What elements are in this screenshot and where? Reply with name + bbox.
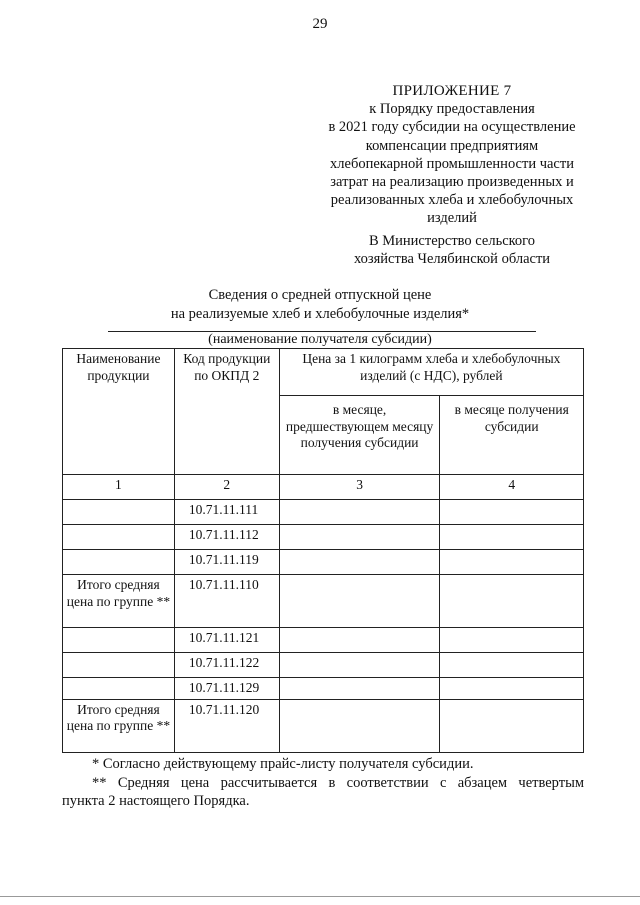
recipient-caption: (наименование получателя субсидии) [208, 332, 432, 347]
cell-product-code: 10.71.11.112 [174, 525, 279, 550]
column-number: 1 [63, 475, 175, 500]
cell-product-name [63, 628, 175, 653]
table-row [63, 699, 584, 752]
table-row [63, 550, 584, 575]
cell-price-current [440, 628, 584, 653]
appendix-title: ПРИЛОЖЕНИЕ 7 [392, 83, 512, 99]
table-row [63, 678, 584, 700]
cell-product-code: 10.71.11.120 [174, 699, 279, 752]
cell-price-previous [279, 628, 440, 653]
cell-price-previous [279, 653, 440, 678]
cell-price-previous [279, 550, 440, 575]
cell-product-code: 10.71.11.111 [174, 500, 279, 525]
column-number: 3 [279, 475, 440, 500]
header-price-previous-month: в месяце, предшествующем месяцу получения субсидии [279, 396, 440, 475]
appendix-line: хлебопекарной промышленности части [330, 155, 574, 172]
cell-price-current [440, 550, 584, 575]
table-row [63, 653, 584, 678]
cell-price-previous [279, 575, 440, 628]
heading-line: на реализуемые хлеб и хлебобулочные изделия* [170, 305, 470, 322]
header-product-name: Наименование продукции [63, 349, 175, 475]
cell-price-current [440, 678, 584, 700]
page-bottom-rule [0, 896, 640, 897]
appendix-line: компенсации предприятиям [365, 137, 539, 154]
cell-product-code: 10.71.11.129 [174, 678, 279, 700]
cell-product-name [63, 678, 175, 700]
appendix-line: к Порядку предоставления [369, 101, 535, 118]
footnote-1: * Согласно действующему прайс-листу получателя субсидии. [92, 756, 474, 772]
cell-product-name: Итого средняя цена по группе ** [63, 575, 175, 628]
cell-price-previous [279, 525, 440, 550]
appendix-block [318, 82, 586, 228]
page-number: 29 [312, 16, 328, 32]
cell-product-name: Итого средняя цена по группе ** [63, 699, 175, 752]
table-header-row [63, 349, 584, 396]
cell-price-previous [279, 699, 440, 752]
addressee-line: В Министерство сельского [368, 233, 536, 249]
cell-price-current [440, 500, 584, 525]
cell-product-name [63, 500, 175, 525]
footnote-2: ** Средняя цена рассчитывается в соответствии с абзацем четвертым [92, 774, 584, 791]
cell-price-previous [279, 678, 440, 700]
cell-product-name [63, 653, 175, 678]
header-price-group: Цена за 1 килограмм хлеба и хлебобулочных изделий (с НДС), рублей [279, 349, 583, 396]
table-row [63, 628, 584, 653]
cell-price-current [440, 575, 584, 628]
price-table [62, 348, 584, 753]
cell-product-code: 10.71.11.121 [174, 628, 279, 653]
header-product-code: Код продукции по ОКПД 2 [174, 349, 279, 475]
appendix-line: в 2021 году субсидии на осуществление [328, 119, 576, 136]
appendix-line: реализованных хлеба и хлебобулочных [330, 192, 574, 209]
addressee-line: хозяйства Челябинской области [353, 251, 551, 268]
cell-product-name [63, 550, 175, 575]
table-row [63, 525, 584, 550]
cell-price-current [440, 525, 584, 550]
appendix-line: изделий [427, 210, 477, 227]
column-number: 2 [174, 475, 279, 500]
table-row [63, 575, 584, 628]
cell-price-current [440, 699, 584, 752]
column-number-row [63, 475, 584, 500]
cell-product-code: 10.71.11.110 [174, 575, 279, 628]
cell-product-name [63, 525, 175, 550]
appendix-line: затрат на реализацию произведенных и [330, 174, 574, 191]
header-price-current-month: в месяце получения субсидии [440, 396, 584, 475]
cell-price-current [440, 653, 584, 678]
table-row [63, 500, 584, 525]
document-heading [0, 286, 640, 323]
cell-product-code: 10.71.11.119 [174, 550, 279, 575]
cell-product-code: 10.71.11.122 [174, 653, 279, 678]
heading-line: Сведения о средней отпускной цене [208, 287, 432, 303]
footnotes [62, 755, 584, 811]
addressee-block [318, 232, 586, 268]
footnote-2-continuation: пункта 2 настоящего Порядка. [62, 793, 250, 809]
column-number: 4 [440, 475, 584, 500]
cell-price-previous [279, 500, 440, 525]
